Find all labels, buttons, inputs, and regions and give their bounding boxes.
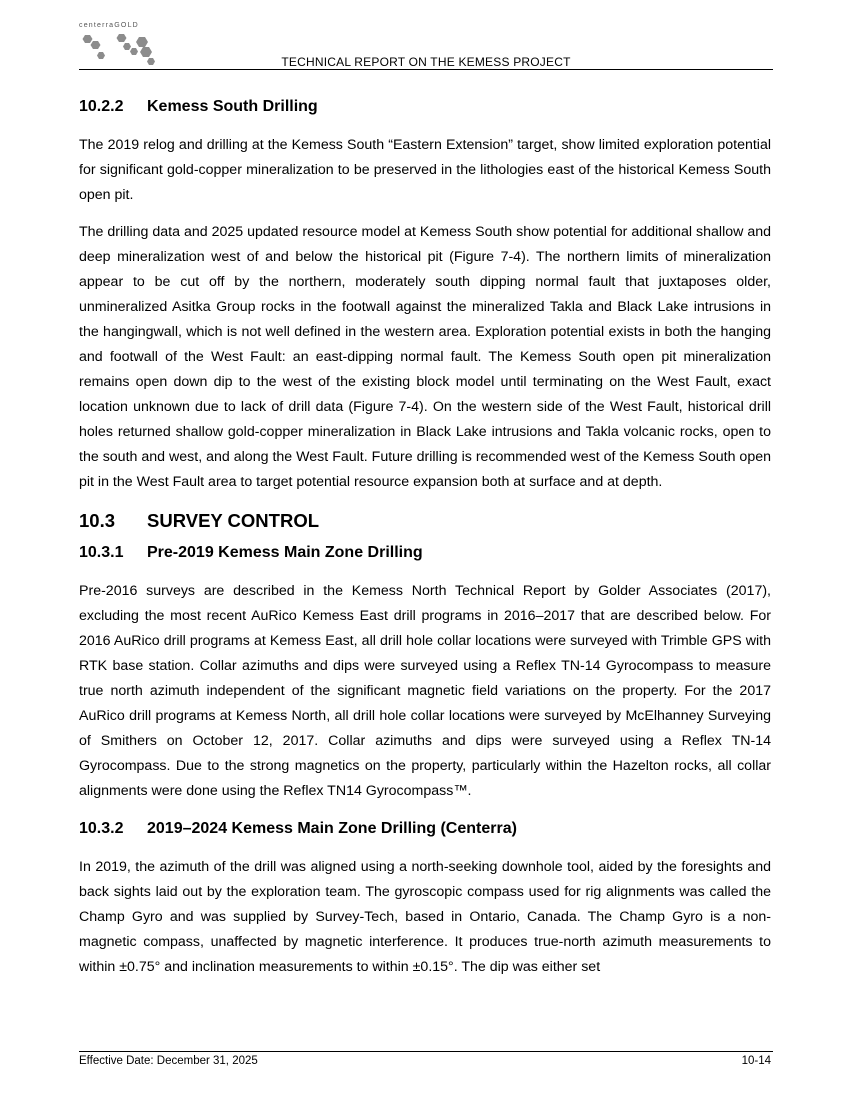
report-header-title: TECHNICAL REPORT ON THE KEMESS PROJECT [281,55,571,69]
paragraph: The drilling data and 2025 updated resource model at Kemess South show potential for additional shallow and deep mineralization west of and below the historical pit (Figure 7-4). The northern limits of mineralization appear to be cut off by the northern, moderately south dipping normal fault that juxtaposes older, unmineralized Asitka Group rocks in the footwall against the mineralized Takla and Black Lake intrusions in the hangingwall, which is not well defined in the western area. Exploration potential exists in both the hanging and footwall of the West Fault: an east-dipping normal fault. The Kemess South open pit mineralization remains open down dip to the west of the existing block model until terminating on the West Fault, exact location unknown due to lack of drill data (Figure 7-4). On the western side of the West Fault, historical drill holes returned shallow gold-copper mineralization in Black Lake intrusions and Takla volcanic rocks, open to the south and west, and along the West Fault. Future drilling is recommended west of the Kemess South open pit in the West Fault area to target potential resource expansion both at surface and at depth. [79,224,771,490]
paragraph: In 2019, the azimuth of the drill was aligned using a north-seeking downhole tool, aided by the foresights and back sights laid out by the exploration team. The gyroscopic compass used for rig alignments was called the Champ Gyro and was supplied by Survey-Tech, based in Ontario, Canada. The Champ Gyro is a non-magnetic compass, unaffected by magnetic interference. It produces true-north azimuth measurements to within ±0.75° and inclination measurements to within ±0.15°. The dip was either set [79,859,771,975]
footer-divider [79,1051,773,1052]
effective-date: Effective Date: December 31, 2025 [79,1055,258,1067]
page-content [79,94,771,992]
paragraph: The 2019 relog and drilling at the Kemess South “Eastern Extension” target, show limited exploration potential for significant gold-copper mineralization to be preserved in the lithologies east of the historical Kemess South open pit. [79,137,771,203]
section-title: SURVEY CONTROL [147,510,320,531]
section-title: Pre-2019 Kemess Main Zone Drilling [147,544,423,561]
section-heading-10-3 [79,507,771,535]
section-title: 2019–2024 Kemess Main Zone Drilling (Centerra) [147,820,517,837]
section-title: Kemess South Drilling [147,98,318,115]
paragraph: Pre-2016 surveys are described in the Kemess North Technical Report by Golder Associates (2017), excluding the most recent AuRico Kemess East drill programs in 2016–2017 that are described below. For 2016 AuRico drill programs at Kemess East, all drill hole collar locations were surveyed with Trimble GPS with RTK base station. Collar azimuths and dips were surveyed using a Reflex TN-14 Gyrocompass to measure true north azimuth independent of the significant magnetic field variations on the property. For the 2017 AuRico drill programs at Kemess North, all drill hole collar locations were surveyed by McElhanney Surveying of Smithers on October 12, 2017. Collar azimuths and dips were surveyed using a Reflex TN-14 Gyrocompass. Due to the strong magnetics on the property, particularly within the Hazelton rocks, all collar alignments were done using the Reflex TN14 Gyrocompass™. [79,583,771,799]
section-number: 10.3 [79,510,116,531]
page-number: 10-14 [741,1055,771,1067]
logo-wordmark: centerraGOLD [79,22,139,29]
section-number: 10.3.1 [79,544,124,561]
section-heading-10-3-2 [79,816,771,842]
header-divider [79,69,773,70]
section-heading-10-3-1 [79,540,771,566]
section-heading-10-2-2 [79,94,771,120]
section-number: 10.2.2 [79,98,124,115]
section-number: 10.3.2 [79,820,124,837]
